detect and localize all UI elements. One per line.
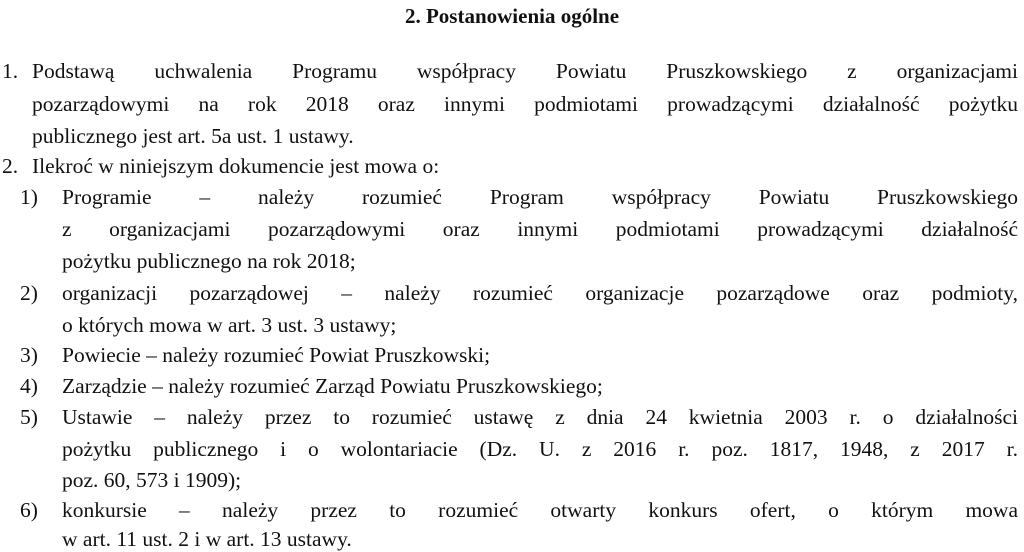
paragraph-line: Podstawą uchwalenia Programu współpracy Powiatu Pruszkowskiego z organizacjami (32, 59, 1018, 83)
subitem-line: pożytku publicznego i o wolontariacie (Dz. U. z 2016 r. poz. 1817, 1948, z 2017 r. (62, 437, 1018, 461)
section-heading: 2. Postanowienia ogólne (404, 4, 620, 28)
subitem-line: poz. 60, 573 i 1909); (62, 468, 242, 492)
subitem-number: 2) (20, 281, 38, 305)
paragraph-line: Ilekroć w niniejszym dokumencie jest mowa o: (32, 154, 440, 178)
subitem-number: 4) (20, 374, 38, 398)
subitem-line: konkursie – należy przez to rozumieć otwarty konkurs ofert, o którym mowa (62, 498, 1018, 522)
subitem-line: Zarządzie – należy rozumieć Zarząd Powiatu Pruszkowskiego; (62, 374, 603, 398)
subitem-number: 1) (20, 185, 38, 209)
item-number: 1. (2, 59, 19, 83)
subitem-line: Ustawie – należy przez to rozumieć ustawę z dnia 24 kwietnia 2003 r. o działalności (62, 405, 1018, 429)
subitem-number: 5) (20, 405, 38, 429)
subitem-line: w art. 11 ust. 2 i w art. 13 ustawy. (62, 527, 352, 551)
subitem-line: z organizacjami pozarządowymi oraz innymi podmiotami prowadzącymi działalność (62, 217, 1018, 241)
subitem-line: organizacji pozarządowej – należy rozumieć organizacje pozarządowe oraz podmioty, (62, 281, 1018, 305)
subitem-line: pożytku publicznego na rok 2018; (62, 249, 356, 273)
subitem-number: 6) (20, 498, 38, 522)
paragraph-line: pozarządowymi na rok 2018 oraz innymi podmiotami prowadzącymi działalność pożytku (32, 92, 1018, 116)
item-number: 2. (2, 154, 19, 178)
subitem-line: o których mowa w art. 3 ust. 3 ustawy; (62, 313, 397, 337)
paragraph-line: publicznego jest art. 5a ust. 1 ustawy. (32, 124, 354, 148)
subitem-line: Programie – należy rozumieć Program współpracy Powiatu Pruszkowskiego (62, 185, 1018, 209)
subitem-line: Powiecie – należy rozumieć Powiat Pruszkowski; (62, 343, 491, 367)
subitem-number: 3) (20, 343, 38, 367)
